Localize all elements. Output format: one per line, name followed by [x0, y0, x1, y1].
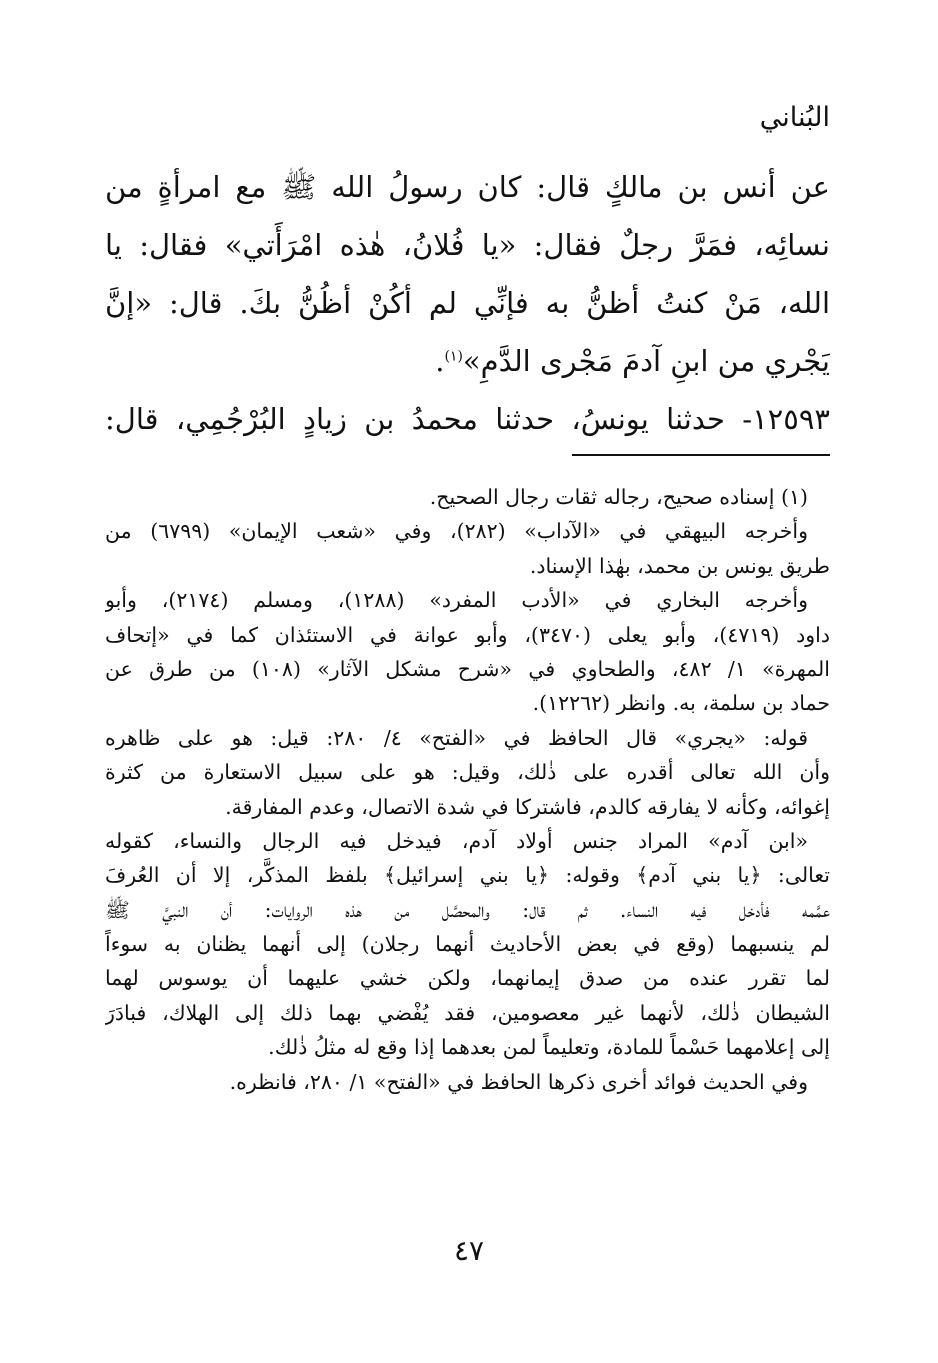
- footnote-line: لما تقرر عنده من صدق إيمانهما، ولكن خشي عليهما أن يوسوس لهما: [105, 966, 830, 991]
- footnote-line: طريق يونس بن محمد، بهٰذا الإسناد.: [529, 553, 830, 578]
- footnote-line: وأخرجه البيهقي في «الآداب» (٢٨٢)، وفي «شعب الإيمان» (٦٧٩٩) من: [105, 519, 808, 544]
- footnote-line: حماد بن سلمة، به. وانظر (١٢٢٦٢).: [532, 691, 830, 716]
- footnote-marker: (١): [444, 348, 463, 365]
- main-text-line-content: يَجْري من ابنِ آدمَ مَجْرى الدَّمِ»: [462, 344, 830, 378]
- main-text: [105, 158, 830, 448]
- footnote-line: المهرة» ١/ ٤٨٢، والطحاوي في «شرح مشكل الآثار» (١٠٨) من طرق عن: [105, 656, 830, 681]
- main-text-line: الله، مَنْ كنتُ أظنُّ به فإنِّي لم أكُنْ أظُنُّ بكَ. قال: «إنَّ: [105, 286, 830, 320]
- footnote-line: إلى إعلامهما حَسْماً للمادة، وتعليماً لمن بعدهما إذا وقع له مثلُ ذٰلك.: [268, 1035, 830, 1060]
- main-text-line: عن أنس بن مالكٍ قال: كان رسولُ الله ﷺ مع امرأةٍ من: [105, 170, 830, 204]
- footnote-line: «ابن آدم» المراد جنس أولاد آدم، فيدخل فيه الرجال والنساء، كقوله: [105, 828, 808, 853]
- footnote-separator: [572, 454, 830, 456]
- footnote-line: لم ينسبهما (وقع في بعض الأحاديث أنهما رجلان) إلى أنهما يظنان به سوءاً: [105, 932, 830, 957]
- main-text-line: نسائِه، فمَرَّ رجلٌ فقال: «يا فُلانُ، هٰذه امْرَأَتي» فقال: يا: [105, 228, 830, 262]
- footnote-line: وأخرجه البخاري في «الأدب المفرد» (١٢٨٨)، ومسلم (٢١٧٤)، وأبو: [105, 588, 809, 613]
- footnote-line: تعالى: ﴿يا بني آدم﴾ وقوله: ﴿يا بني إسرائيل﴾ بلفظ المذكَّر، إلا أن العُرفَ: [105, 863, 830, 888]
- footnote-line: (١) إسناده صحيح، رجاله ثقات رجال الصحيح.: [429, 485, 808, 509]
- footnote-line: وأن الله تعالى أقدره على ذٰلك، وقيل: هو على سبيل الاستعارة من كثرة: [105, 760, 830, 785]
- footnote-line: الشيطان ذٰلك، لأنهما غير معصومين، فقد يُفْضي بهما ذلك إلى الهلاك، فبادَرَ: [105, 1000, 830, 1025]
- running-header: البُناني: [759, 102, 830, 133]
- main-text-line: [105, 332, 830, 390]
- footnote-line: وفي الحديث فوائد أخرى ذكرها الحافظ في «الفتح» ١/ ٢٨٠، فانظره.: [229, 1069, 808, 1094]
- footnote-line: قوله: «يجري» قال الحافظ في «الفتح» ٤/ ٢٨٠: قيل: هو على ظاهره: [105, 725, 808, 750]
- page-number: ٤٧: [453, 1234, 485, 1267]
- hadith-number-line: ١٢٥٩٣- حدثنا يونسُ، حدثنا محمدُ بن زيادٍ البُرْجُمِي، قال:: [105, 402, 830, 436]
- footnote-line: عمَّمه فأدخل فيه النساء. ثم قال: والمحصَّل من هذه الروايات: أن النبيَّ ﷺ: [105, 897, 830, 922]
- sentence-end: .: [435, 344, 445, 378]
- footnote-line: إغوائه، وكأنه لا يفارقه كالدم، فاشتركا في شدة الاتصال، وعدم المفارقة.: [225, 794, 830, 819]
- footnotes: [105, 480, 830, 1099]
- footnote-line: داود (٤٧١٩)، وأبو يعلى (٣٤٧٠)، وأبو عوانة في الاستئذان كما في «إتحاف: [105, 622, 830, 647]
